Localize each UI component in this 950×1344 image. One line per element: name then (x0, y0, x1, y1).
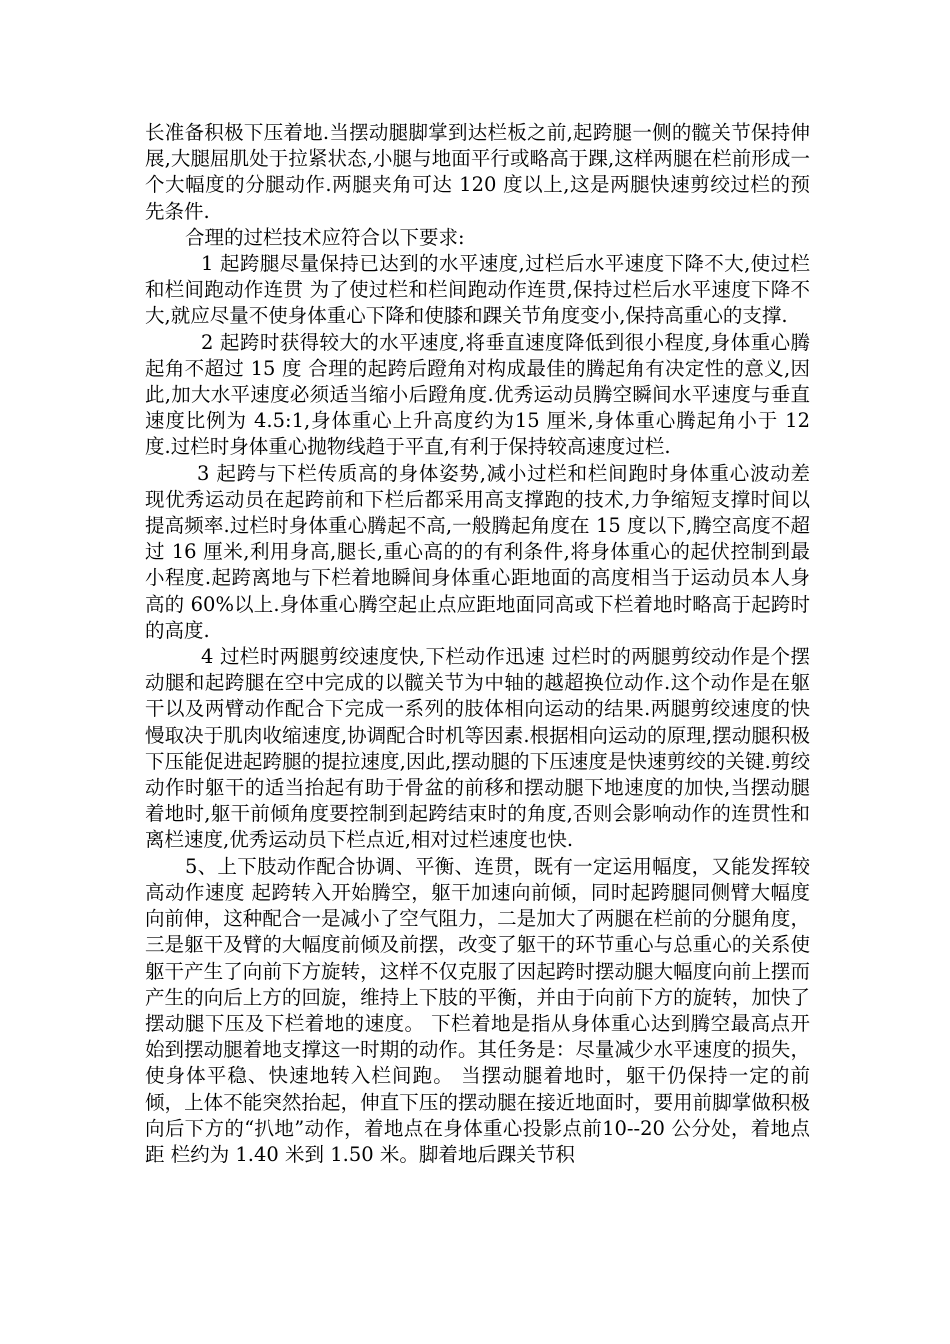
document-body (145, 120, 810, 1168)
paragraph-requirement-2: 2 起跨时获得较大的水平速度,将垂直速度降低到很小程度,身体重心腾起角不超过 15 度 合理的起跨后蹬角对构成最佳的腾起角有决定性的意义,因此,加大水平速度必须适当缩小后蹬角度.优秀运动员腾空瞬间水平速度与垂直速度比例为 4.5:1,身体重心上升高度约为15 厘米,身体重心腾起角小于 12 度.过栏时身体重心抛物线趋于平直,有利于保持较高速度过栏. (145, 330, 810, 459)
paragraph-continuation: 长准备积极下压着地.当摆动腿脚掌到达栏板之前,起跨腿一侧的髋关节保持伸展,大腿屈肌处于拉紧状态,小腿与地面平行或略高于踝,这样两腿在栏前形成一个大幅度的分腿动作.两腿夹角可达 120 度以上,这是两腿快速剪绞过栏的预先条件. (145, 121, 810, 223)
paragraph-requirement-1: 1 起跨腿尽量保持已达到的水平速度,过栏后水平速度下降不大,使过栏和栏间跑动作连贯 为了使过栏和栏间跑动作连贯,保持过栏后水平速度下降不大,就应尽量不使身体重心下降和使膝和踝关节角度变小,保持高重心的支撑. (145, 252, 810, 328)
paragraph-requirement-4: 4 过栏时两腿剪绞速度快,下栏动作迅速 过栏时的两腿剪绞动作是个摆动腿和起跨腿在空中完成的以髋关节为中轴的越超换位动作.这个动作是在躯干以及两臂动作配合下完成一系列的肢体相向运动的结果.两腿剪绞速度的快慢取决于肌肉收缩速度,协调配合时机等因素.根据相向运动的原理,摆动腿积极下压能促进起跨腿的提拉速度,因此,摆动腿的下压速度是快速剪绞的关键.剪绞动作时躯干的适当抬起有助于骨盆的前移和摆动腿下地速度的加快,当摆动腿着地时,躯干前倾角度要控制到起跨结束时的角度,否则会影响动作的连贯性和离栏速度,优秀运动员下栏点近,相对过栏速度也快. (145, 645, 810, 852)
paragraph-requirement-5: 5、上下肢动作配合协调、平衡、连贯，既有一定运用幅度，又能发挥较高动作速度 起跨转入开始腾空，躯干加速向前倾，同时起跨腿同侧臂大幅度向前伸，这种配合一是减小了空气阻力，二是加大了两腿在栏前的分腿角度，三是躯干及臂的大幅度前倾及前摆，改变了躯干的环节重心与总重心的关系使躯干产生了向前下方旋转，这样不仅克服了因起跨时摆动腿大幅度向前上摆而产生的向后上方的回旋，维持上下肢的平衡，并由于向前下方的旋转，加快了摆动腿下压及下栏着地的速度。 下栏着地是指从身体重心达到腾空最高点开始到摆动腿着地支撑这一时期的动作。其任务是：尽量减少水平速度的损失，使身体平稳、快速地转入栏间跑。 当摆动腿着地时，躯干仍保持一定的前倾，上体不能突然抬起，伸直下压的摆动腿在接近地面时，要用前脚掌做积极向后下方的“扒地”动作，着地点在身体重心投影点前10--20 公分处，着地点距 栏约为 1.40 米到 1.50 米。脚着地后踝关节积 (145, 854, 810, 1166)
paragraph-requirements-intro: 合理的过栏技术应符合以下要求: (185, 225, 465, 249)
paragraph-requirement-3: 3 起跨与下栏传质高的身体姿势,减小过栏和栏间跑时身体重心波动差 现优秀运动员在起跨前和下栏后都采用高支撑跑的技术,力争缩短支撑时间以提高频率.过栏时身体重心腾起不高,一般腾起角度在 15 度以下,腾空高度不超过 16 厘米,利用身高,腿长,重心高的的有利条件,将身体重心的起伏控制到最小程度.起跨离地与下栏着地瞬间身体重心距地面的高度相当于运动员本人身高的 60%以上.身体重心腾空起止点应距地面同高或下栏着地时略高于起跨时的高度. (145, 461, 810, 642)
